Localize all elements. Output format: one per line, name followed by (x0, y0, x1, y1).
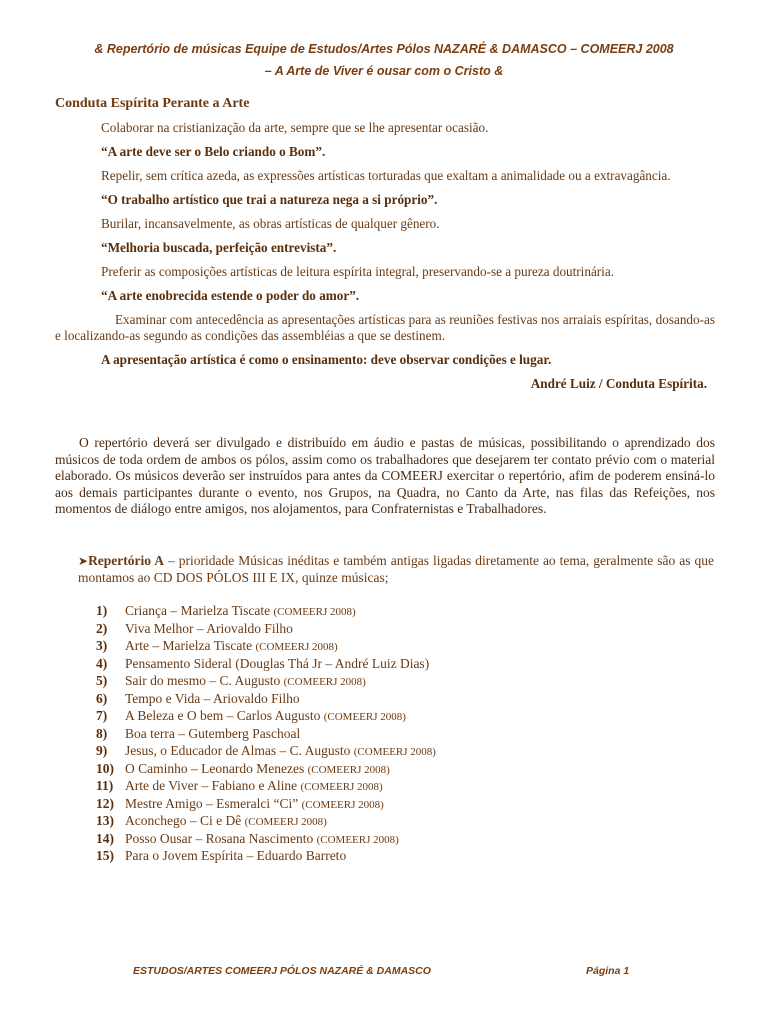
list-number: 4) (96, 655, 108, 671)
paragraph: Preferir as composições artísticas de leitura espírita integral, preservando-se a pureza doutrinária. (101, 264, 614, 279)
song-title: Mestre Amigo – Esmeralci “Ci” (125, 795, 302, 811)
page-header-line-1: & Repertório de músicas Equipe de Estudos/Artes Pólos NAZARÉ & DAMASCO – COMEERJ 2008 (94, 42, 674, 56)
page-header-line-2: – A Arte de Viver é ousar com o Cristo & (264, 64, 504, 78)
song-tag: (COMEERJ 2008) (273, 606, 356, 618)
list-item (96, 708, 696, 726)
list-number: 8) (96, 725, 108, 741)
song-tag: (COMEERJ 2008) (300, 781, 383, 793)
song-title: Arte – Marielza Tiscate (125, 638, 256, 653)
repertorio-a-text: – prioridade Músicas inéditas e também antigas ligadas diretamente ao tema, geralmente são as que montamos ao CD DOS PÓLOS III E IX, quinze músicas; (78, 553, 714, 585)
list-item (96, 813, 696, 831)
list-item (96, 621, 696, 639)
list-number: 11) (96, 778, 114, 793)
arrow-bullet-icon: ➤ (78, 554, 89, 568)
quote: “Melhoria buscada, perfeição entrevista”. (101, 240, 337, 255)
song-title: A Beleza e O bem – Carlos Augusto (125, 708, 324, 723)
list-item (96, 848, 696, 866)
list-number: 1) (96, 603, 108, 618)
list-item (96, 761, 696, 779)
quote: A apresentação artística é como o ensinamento: deve observar condições e lugar. (101, 352, 552, 367)
song-tag: (COMEERJ 2008) (283, 676, 366, 688)
quote: “A arte enobrecida estende o poder do amor”. (101, 288, 360, 303)
conduta-section (55, 120, 715, 400)
repertorio-intro: O repertório deverá ser divulgado e distribuído em áudio e pastas de músicas, possibilitando o aprendizado dos músicos de toda ordem de ambos os pólos, assim como os trabalhadores que desejarem ter contato prévio com o material elaborado. Os músicos deverão ser instruídos para antes da COMEERJ exercitar o repertório, afim de poderem ensiná-lo aos demais participantes durante o evento, nos Grupos, na Quadra, no Canto da Arte, nas filas das Refeições, nos momentos de diálogo entre amigos, nos alojamentos, para Confraternistas e Trabalhadores. (55, 435, 715, 516)
song-title: Jesus, o Educador de Almas – C. Augusto (125, 743, 354, 758)
list-number: 3) (96, 638, 108, 653)
song-title: Arte de Viver – Fabiano e Aline (125, 778, 301, 793)
paragraph: Examinar com antecedência as apresentações artísticas para as reuniões festivas nos arraiais espíritas, dosando-as e localizando-as segundo as condições das assembléias a que se destinem. (55, 312, 715, 343)
song-title: Criança – Marielza Tiscate (125, 603, 274, 618)
quote: “A arte deve ser o Belo criando o Bom”. (101, 144, 326, 159)
paragraph: Repelir, sem crítica azeda, as expressões artísticas torturadas que exaltam a animalidade ou a extravagância. (101, 168, 671, 183)
song-title: Boa terra – Gutemberg Paschoal (125, 725, 301, 741)
repertorio-a-label: Repertório A (88, 553, 165, 568)
quote: “O trabalho artístico que trai a natureza nega a si próprio”. (101, 192, 438, 207)
list-item (96, 691, 696, 709)
list-number: 2) (96, 620, 108, 636)
list-item (96, 638, 696, 656)
list-number: 14) (96, 830, 114, 846)
song-list (96, 603, 696, 866)
song-title: Para o Jovem Espírita – Eduardo Barreto (125, 848, 347, 863)
paragraph: Colaborar na cristianização da arte, sempre que se lhe apresentar ocasião. (101, 120, 489, 135)
paragraph: Burilar, incansavelmente, as obras artísticas de qualquer gênero. (101, 216, 440, 231)
list-number: 10) (96, 760, 114, 776)
list-number: 9) (96, 743, 108, 758)
list-number: 15) (96, 848, 114, 863)
song-tag: (COMEERJ 2008) (353, 746, 436, 758)
song-title: Pensamento Sideral (Douglas Thá Jr – André Luiz Dias) (125, 655, 430, 671)
song-tag: (COMEERJ 2008) (255, 641, 338, 653)
list-item (96, 778, 696, 796)
signature: André Luiz / Conduta Espírita. (530, 376, 707, 391)
song-tag: (COMEERJ 2008) (244, 816, 327, 828)
song-tag: (COMEERJ 2008) (301, 798, 384, 811)
list-item (96, 831, 696, 849)
song-title: Posso Ousar – Rosana Nascimento (125, 830, 317, 846)
song-title: Sair do mesmo – C. Augusto (125, 673, 284, 688)
song-title: Viva Melhor – Ariovaldo Filho (125, 620, 293, 636)
list-number: 12) (96, 795, 114, 811)
list-number: 6) (96, 690, 108, 706)
list-item (96, 656, 696, 674)
song-title: O Caminho – Leonardo Menezes (125, 760, 308, 776)
list-number: 13) (96, 813, 114, 828)
list-item (96, 603, 696, 621)
list-item (96, 726, 696, 744)
song-tag: (COMEERJ 2008) (307, 763, 390, 776)
list-item (96, 743, 696, 761)
page-number: Página 1 (586, 965, 630, 977)
list-item (96, 796, 696, 814)
repertorio-a (78, 553, 714, 586)
song-tag: (COMEERJ 2008) (323, 711, 406, 723)
song-tag: (COMEERJ 2008) (316, 833, 399, 846)
list-item (96, 673, 696, 691)
list-number: 7) (96, 708, 108, 723)
page-footer-title: ESTUDOS/ARTES COMEERJ PÓLOS NAZARÉ & DAMASCO (133, 965, 431, 977)
list-number: 5) (96, 673, 108, 688)
song-title: Aconchego – Ci e Dê (125, 813, 245, 828)
section-title: Conduta Espírita Perante a Arte (55, 96, 250, 111)
song-title: Tempo e Vida – Ariovaldo Filho (125, 690, 300, 706)
